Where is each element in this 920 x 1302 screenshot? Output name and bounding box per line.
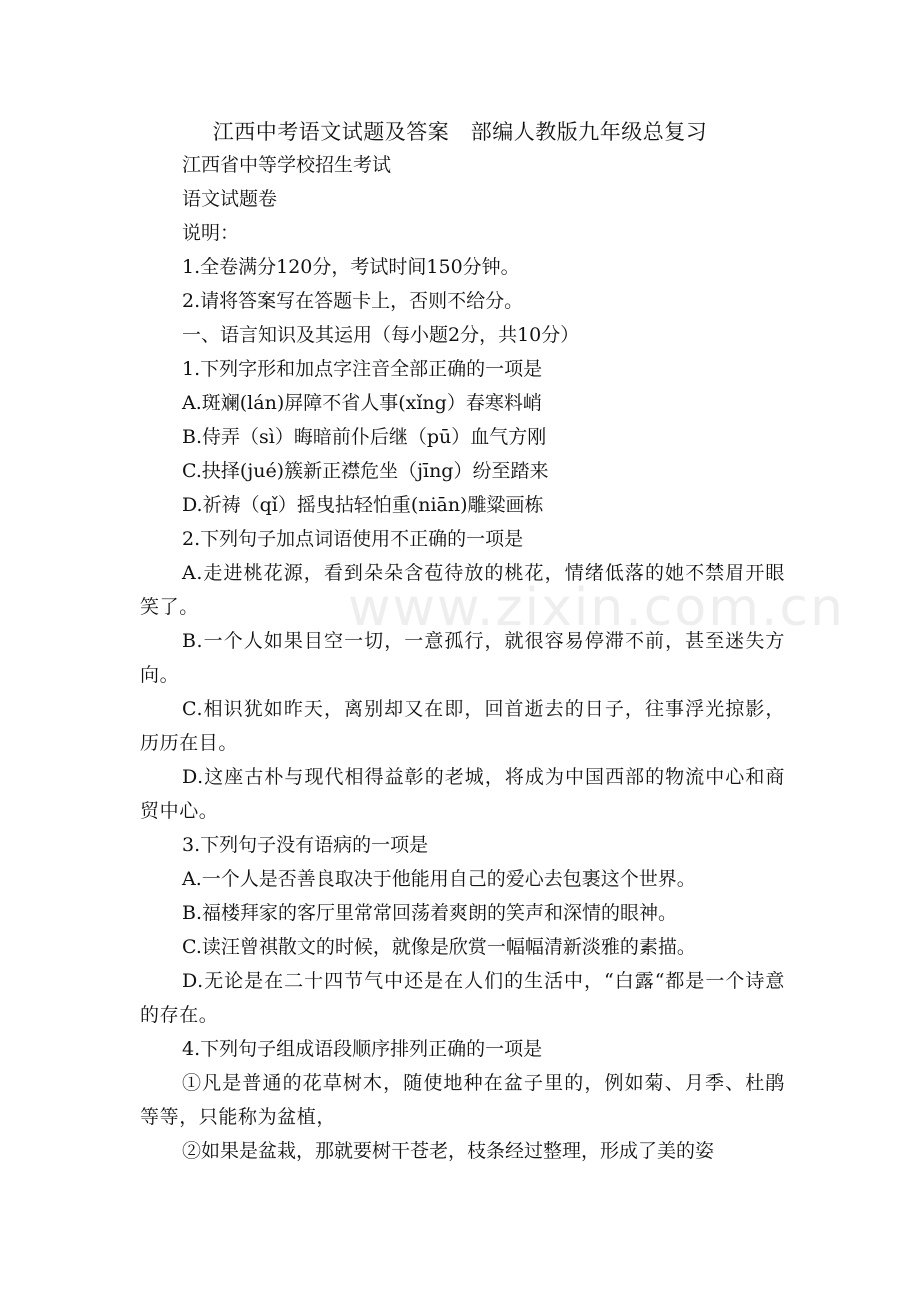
question-3-option-b: B.福楼拜家的客厅里常常回荡着爽朗的笑声和深情的眼神。 xyxy=(182,902,678,924)
question-1-option-a: A.斑斓(lán)屏障不省人事(xǐng）春寒料峭 xyxy=(182,392,542,414)
question-3-option-a: A.一个人是否善良取决于他能用自己的爱心去包裹这个世界。 xyxy=(182,868,696,890)
instructions-heading: 说明： xyxy=(182,222,240,244)
question-1-option-d: D.祈祷（qǐ）摇曳拈轻怕重(niān)雕粱画栋 xyxy=(182,494,544,516)
question-3-option-c: C.读汪曾祺散文的时候，就像是欣赏一幅幅清新淡雅的素描。 xyxy=(182,936,696,958)
instruction-2: 2.请将答案写在答题卡上，否则不给分。 xyxy=(182,290,524,312)
question-1-option-b: B.侍弄（sì）晦暗前仆后继（pū）血气方刚 xyxy=(182,426,547,448)
question-3-option-d: D.无论是在二十四节气中还是在人们的生活中，“白露“都是一个诗意的存在。 xyxy=(140,970,785,1026)
document-title: 江西中考语文试题及答案 部编人教版九年级总复习 xyxy=(212,120,708,144)
section-heading: 一、语言知识及其运用（每小题2分，共10分） xyxy=(182,324,580,346)
instruction-1: 1.全卷满分120分，考试时间150分钟。 xyxy=(182,256,520,278)
watermark: www.zixin.com.cn xyxy=(348,578,845,638)
exam-name: 江西省中等学校招生考试 xyxy=(182,154,392,176)
question-2-option-d: D.这座古朴与现代相得益彰的老城，将成为中国西部的物流中心和商贸中心。 xyxy=(140,766,785,822)
question-1-option-c: C.抉择(jué)簇新正襟危坐（jīng）纷至踏来 xyxy=(182,460,549,482)
question-2-stem: 2.下列句子加点词语使用不正确的一项是 xyxy=(182,528,524,550)
question-4-sentence-1: ①凡是普通的花草树木，随使地种在盆子里的，例如菊、月季、杜鹃等等，只能称为盆植， xyxy=(140,1072,785,1128)
question-2-option-b: B.一个人如果目空一切，一意孤行，就很容易停滞不前，甚至迷失方向。 xyxy=(140,630,785,686)
question-3-stem: 3.下列句子没有语病的一项是 xyxy=(182,834,429,856)
question-2-option-a: A.走进桃花源，看到朵朵含苞待放的桃花，情绪低落的她不禁眉开眼笑了。 xyxy=(140,562,785,618)
document-body xyxy=(140,148,785,1168)
question-1-stem: 1.下列字形和加点字注音全部正确的一项是 xyxy=(182,358,543,380)
question-2-option-c: C.相识犹如昨天，离别却又在即，回首逝去的日子，往事浮光掠影，历历在目。 xyxy=(140,698,785,754)
paper-name: 语文试题卷 xyxy=(182,188,278,210)
question-4-stem: 4.下列句子组成语段顺序排列正确的一项是 xyxy=(182,1038,543,1060)
question-4-sentence-2: ②如果是盆栽，那就要树干苍老，枝条经过整理，形成了美的姿 xyxy=(182,1140,715,1162)
